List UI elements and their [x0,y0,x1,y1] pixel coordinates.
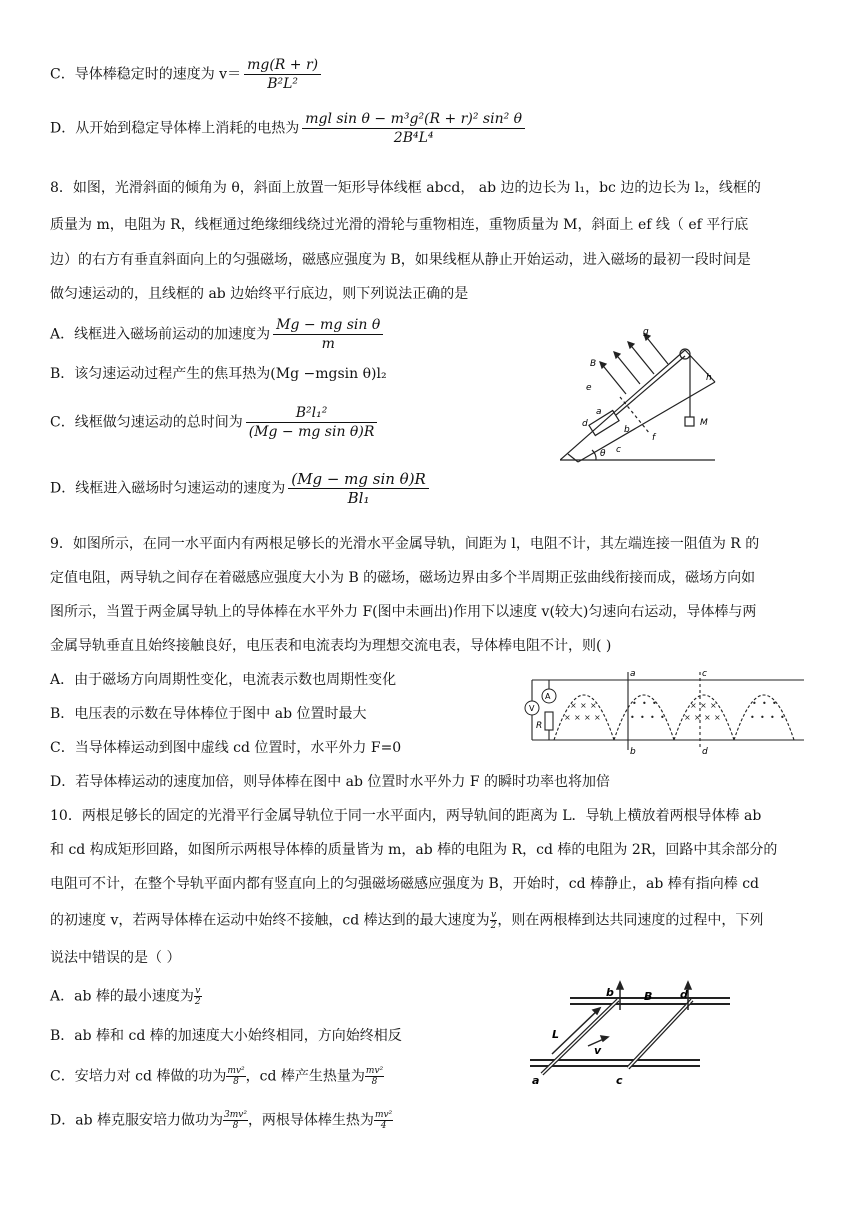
q8-stem-line-3: 边）的右方有垂直斜面向上的匀强磁场，磁感应强度为 B，如果线框从静止开始运动，进入磁场的最初一段时间是 [50,252,751,268]
numerator: v [490,910,497,920]
label-b: b [630,747,636,757]
q9-stem-line-1: 9．如图所示，在同一水平面内有两根足够长的光滑水平金属导轨，间距为 l，电阻不计，其左端连接一阻值为 R 的 [50,536,760,552]
incline-edge [568,454,578,462]
label-d: d [680,988,688,1001]
numerator: mv² [365,1066,384,1076]
inline-fraction-mv2-over-8 [365,1066,384,1087]
wire-loop-abcd [589,410,619,435]
dot-symbol: • [640,713,645,722]
dot-symbol: • [642,699,647,708]
cross-symbol: × [704,713,711,722]
denominator: Bl₁ [347,489,370,507]
q10-option-c [50,1066,384,1087]
q8-option-c-text: C．线框做匀速运动的总时间为 [50,414,243,431]
label-m: M [700,418,708,428]
label-a: a [630,669,636,679]
q7-option-d-fraction [302,110,525,147]
cross-symbol: × [690,701,697,710]
dot-symbol: • [772,699,777,708]
q10-option-c-text-2: ，cd 棒产生热量为 [245,1068,365,1085]
voltmeter-label: V [529,704,535,713]
label-b-field: B [644,990,653,1003]
q8-option-a-text: A．线框进入磁场前运动的加速度为 [50,326,271,343]
denominator: 8 [232,1121,239,1131]
q8-stem-line-4: 做匀速运动的，且线框的 ab 边始终平行底边，则下列说法正确的是 [50,286,469,302]
label-c: c [616,1074,623,1087]
q9-option-b: B．电压表的示数在导体棒位于图中 ab 位置时最大 [50,706,367,722]
q10-option-a [50,986,202,1007]
q10-stem-line-4 [50,910,763,931]
label-a: a [596,407,602,417]
q10-option-b: B．ab 棒和 cd 棒的加速度大小始终相同，方向始终相反 [50,1028,402,1044]
denominator: (Mg − mg sin θ)R [248,424,375,440]
cross-symbol: × [714,713,721,722]
q9-option-c: C．当导体棒运动到图中虚线 cd 位置时，水平外力 F=0 [50,740,402,756]
dot-symbol: • [760,713,765,722]
denominator: 8 [371,1077,378,1087]
dot-symbol: • [780,713,785,722]
q8-option-b: B．该匀速运动过程产生的焦耳热为(Mg −mgsin θ)l₂ [50,366,387,382]
inline-fraction-3mv2-over-8 [223,1110,248,1131]
numerator: mv² [374,1110,393,1120]
label-c: c [616,445,621,455]
q7-option-d [50,110,528,147]
label-v: v [594,1044,602,1057]
q7-option-d-text: D．从开始到稳定导体棒上消耗的电热为 [50,120,300,137]
numerator: v [195,986,201,996]
q9-option-a: A．由于磁场方向周期性变化，电流表示数也周期性变化 [50,672,397,688]
q9-option-d: D．若导体棒运动的速度加倍，则导体棒在图中 ab 位置时水平外力 F 的瞬时功率也将加倍 [50,774,611,790]
q10-option-d [50,1110,393,1131]
label-g: g [643,327,649,337]
incline-surface [560,350,685,460]
q8-option-c-fraction [246,404,378,441]
q10-rails-figure [530,980,740,1088]
label-a: a [532,1074,540,1087]
label-b-field: B [590,359,597,369]
numerator: mgl sin θ − m³g²(R + r)² sin² θ [302,110,525,129]
dot-symbol: • [770,713,775,722]
denominator: 8 [233,1077,239,1087]
dot-symbol: • [650,713,655,722]
label-d: d [702,747,708,757]
q8-option-d-fraction [288,470,429,507]
q10-stem-line-5: 说法中错误的是（ ） [50,950,181,966]
dot-symbol: • [630,713,635,722]
numerator: mv² [227,1066,245,1076]
q10-stem-line-1: 10．两根足够长的固定的光滑平行金属导轨位于同一水平面内，两导轨间的距离为 L．导轨上横放着两根导体棒 ab [50,808,762,824]
label-b: b [606,986,614,999]
denominator: m [321,336,335,352]
cross-symbol: × [710,701,717,710]
q10-stem-line-4-text-b: ，则在两根棒到达共同速度的过程中，下列 [497,912,764,929]
q10-stem-line-4-text-a: 的初速度 v，若两导体棒在运动中始终不接触，cd 棒达到的最大速度为 [50,912,490,929]
cross-symbol: × [574,713,581,722]
inline-fraction-v-over-2 [194,986,202,1007]
dot-symbol: • [632,699,637,708]
q8-stem-line-2: 质量为 m，电阻为 R，线框通过绝缘细线绕过光滑的滑轮与重物相连，重物质量为 M，斜面上 ef 线（ ef 平行底 [50,217,749,233]
label-theta: θ [600,449,606,459]
ammeter-label: A [545,692,551,701]
inline-fraction-mv2-over-4 [374,1110,393,1131]
denominator: B²L² [267,76,298,92]
q10-option-c-text-1: C．安培力对 cd 棒做的功为 [50,1068,227,1085]
field-symbols [564,699,785,722]
q8-option-c [50,404,380,441]
cross-symbol: × [580,701,587,710]
cross-symbol: × [584,713,591,722]
q8-stem-line-1: 8．如图，光滑斜面的倾角为 θ，斜面上放置一矩形导体线框 abcd， ab 边的边长为 l₁，bc 边的边长为 l₂，线框的 [50,180,761,196]
label-e: e [586,383,592,393]
q10-option-d-text-1: D．ab 棒克服安培力做功为 [50,1112,223,1129]
numerator: Mg − mg sin θ [273,316,383,335]
q8-option-d-text: D．线框进入磁场时匀速运动的速度为 [50,480,286,497]
length-arrow [552,1008,600,1054]
label-f: f [652,433,656,443]
q8-incline-figure [560,322,720,464]
dot-symbol: • [660,713,665,722]
resistor-label: R [536,721,543,731]
numerator: 3mv² [223,1110,247,1120]
dot-symbol: • [752,699,757,708]
dot-symbol: • [652,699,657,708]
q8-option-d [50,470,432,507]
denominator: 4 [380,1121,387,1131]
numerator: (Mg − mg sin θ)R [288,470,429,489]
denominator: 2B⁴L⁴ [393,130,434,146]
q10-stem-line-2: 和 cd 构成矩形回路，如图所示两根导体棒的质量皆为 m，ab 棒的电阻为 R，cd 棒的电阻为 2R，回路中其余部分的 [50,842,778,858]
mass-m-block [685,417,694,426]
cross-symbol: × [564,713,571,722]
q10-option-d-text-2: ，两根导体棒生热为 [247,1112,374,1129]
denominator: 2 [490,921,497,931]
cross-symbol: × [700,701,707,710]
q8-option-a-fraction [273,316,383,353]
dot-symbol: • [762,699,767,708]
cross-symbol: × [590,701,597,710]
q10-option-a-text: A．ab 棒的最小速度为 [50,988,194,1005]
label-b: b [624,425,630,435]
cross-symbol: × [594,713,601,722]
q9-rails-figure [524,668,804,760]
label-h: h [706,373,712,383]
dot-symbol: • [750,713,755,722]
q8-option-a [50,316,386,353]
label-l: L [552,1028,560,1041]
q7-option-c-fraction [244,56,321,93]
resistor-r [545,712,553,730]
cross-symbol: × [570,701,577,710]
numerator: B²l₁² [246,404,378,423]
cross-symbol: × [684,713,691,722]
q9-stem-line-2: 定值电阻，两导轨之间存在着磁感应强度大小为 B 的磁场，磁场边界由多个半周期正弦曲线衔接而成，磁场方向如 [50,570,756,586]
q7-option-c [50,56,324,93]
q9-stem-line-3: 图所示，当置于两金属导轨上的导体棒在水平外力 F(图中未画出)作用下以速度 v(较大)匀速向右运动，导体棒与两 [50,604,757,620]
cross-symbol: × [694,713,701,722]
denominator: 2 [194,997,201,1007]
q10-stem-line-3: 电阻可不计，在整个导轨平面内都有竖直向上的匀强磁场磁感应强度为 B，开始时，cd 棒静止，ab 棒有指向棒 cd [50,876,760,892]
label-c: c [702,669,707,679]
numerator: mg(R + r) [244,56,321,75]
inline-fraction-mv2-over-8 [226,1066,245,1087]
q9-stem-line-4: 金属导轨垂直且始终接触良好，电压表和电流表均为理想交流电表，导体棒电阻不计，则( ) [50,638,612,654]
label-d: d [582,419,588,429]
q7-option-c-text: C．导体棒稳定时的速度为 v＝ [50,66,242,83]
